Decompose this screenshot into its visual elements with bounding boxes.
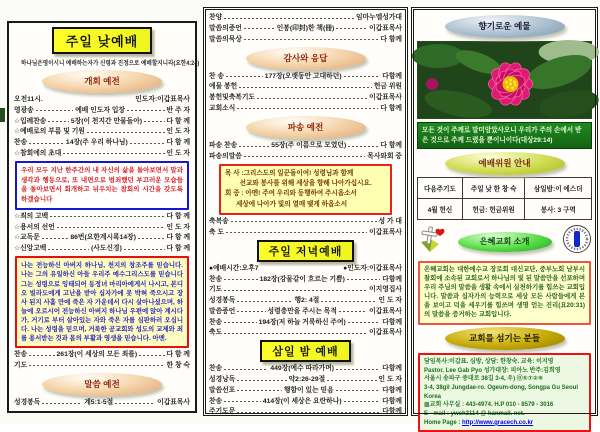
table-cell: 삼일밤:이 에스더 xyxy=(525,178,592,199)
table-cell: 주일 낮 한 창 숙 xyxy=(462,178,525,199)
badge-church-intro: 은혜교회 소개 xyxy=(458,232,552,252)
badge-fragrant-offering: 향기로운 예물 xyxy=(445,15,565,38)
program-row: 주기도문 다함께 xyxy=(209,408,402,416)
after-creed-list xyxy=(14,351,190,370)
text-line: 목 사 :그리스도의 일꾼들이여! 성령님과 함께 xyxy=(225,169,354,177)
cross-heart-icon xyxy=(417,224,447,259)
program-row: 말씀의증언 인봉(印封)한 책(冊) 이갑표목사 xyxy=(209,24,403,32)
program-row: 말씀증언 성령충만을 주시는 목적 이갑표목사 xyxy=(209,307,403,315)
program-row: 영광송 예배 인도자 입장 반 주 자 xyxy=(14,106,190,114)
table-row xyxy=(418,199,592,220)
program-row: 찬송 182장(강물같이 흐르는 기쁨) 다함께 xyxy=(209,275,402,283)
badge-committee-guide: 예배위원 안내 xyxy=(445,152,565,175)
scan-artifact xyxy=(0,108,5,122)
confession-list xyxy=(14,213,190,253)
program-row: 찬송 414장(이 세상은 요란하나) 다함께 xyxy=(209,397,402,405)
panel-info xyxy=(411,7,598,426)
committee-table xyxy=(417,177,592,220)
thanks-list xyxy=(209,73,402,113)
text-line: 회 중 : 아멘! 주여 우리와 동행하여 주시옵소서 xyxy=(225,190,357,198)
badge-sending-rite: 파송 예전 xyxy=(246,116,366,139)
program-row: 성경봉독 행2: 4절 인 도 자 xyxy=(209,297,402,304)
text-line: ▩교회 사무실 : 443-4974. H.P 010 - 8579 - 3016 xyxy=(424,402,554,409)
sending-list xyxy=(209,142,402,161)
program-row: 교회소식 다 함께 xyxy=(209,104,402,112)
homepage-link[interactable]: http://www.gracech.co.kr xyxy=(462,419,534,426)
program-row: 축도 이갑표목사 xyxy=(209,329,402,337)
apostles-creed-box: 나는 전능하신 아버지 하나님, 천지의 창조주를 믿습니다. 나는 그의 유일하신 아들 우리주 예수그리스도를 믿습니다그는 성령으로 잉태되어 동정녀 마리아에게서 나시고, 본디오 빌라도에게 고난을 받아 십자가에 못 박혀 죽으시고 장사 된지 사흘 만에 죽은 자 가운데서 다시 살아나셨으며, 하늘에 오르시어 전능하신 아버지 하나님 우편에 앉아 계시다가, 거기로 부터 살아있는 자와 죽은 자를 심판하러 오십니다. 나는 성령을 믿으며, 거룩한 공교회와 성도의 교제와 죄를 용서받는 것과 몸의 부활과 영생을 믿습니다. 아멘. xyxy=(15,256,189,348)
homepage-line xyxy=(424,419,585,428)
badge-church-servants: 교회를 섬기는 분들 xyxy=(445,327,565,350)
program-row: 찬송 449장(예수 따라가며) 다함께 xyxy=(209,365,402,373)
day-worship-title: 주일 낮예배 xyxy=(52,27,152,54)
offering-verse-banner: 모든 것이 주께로 말미암았사오니 우리가 주의 손에서 받은 것으로 주께 드렸을 뿐이니이다(대상29:14) xyxy=(417,122,592,149)
program-row: ☆교독문 86번(요한계시록14장) 다 함 께 xyxy=(14,234,191,242)
text-line: E - mail : ywch3114 @ hanmail. net. xyxy=(424,411,525,418)
text-line: 3-4, 38gil Jungdae-ro. Ogeum-dong, Songpa Gu Seoul Korea xyxy=(424,384,579,400)
program-row: ☆참회에의 초대 인 도 자 xyxy=(14,149,190,157)
homepage-label: Home Page : xyxy=(424,419,463,426)
program-row: 찬 송 177장(오랫동안 고대하던) 다함께 xyxy=(209,72,402,80)
program-row: ☆용서의 선언 인 도 자 xyxy=(14,223,190,231)
scripture-reading-list xyxy=(14,399,190,407)
program-row: ☆예배로의 부름 및 기원 인 도 자 xyxy=(14,128,190,136)
badge-thanks-response: 감사와 응답 xyxy=(246,47,366,70)
text-line: 서울시 송파구 중대로 38길 3-4, 우) ⓪⑤⑦②⑨ xyxy=(424,376,544,383)
program-row: 찬송 194장(저 하늘 거룩하신 주여) 다함께 xyxy=(209,318,403,326)
program-row: ●예배시간:오후7 ●인도자:이갑표목사 xyxy=(209,264,402,272)
text-line: 세상에 나아가 빛의 열매 맺게 하옵소서 xyxy=(225,200,348,208)
header-verse: 하나님은영이시니 예배하는자가 신령과 진정으로 예배할지니라(요한4:24) xyxy=(21,60,200,67)
text-line: Pastor. Lee Gab Pyo 성가대장: 피아노 반주:김희영 xyxy=(424,367,561,374)
program-row: 기도 한 창 숙 xyxy=(14,361,190,369)
repentance-note-box: 우리 모두 지난 한주간의 내 자신의 삶을 돌아보면서 말과 생각과 행동으로, 또 내면으로 범죄했던 부끄러운 모습들을 돌아보면서 회개하고 뉘우치는 참회의 시간을 갖도록 하겠습니다 xyxy=(15,161,189,210)
program-row: 기도 이지영집사 xyxy=(209,286,402,294)
table-cell: 봉사: 3 구역 xyxy=(525,199,592,220)
program-row: 축복송 성 가 대 xyxy=(209,217,402,225)
program-row: 찬양 임마누엘성가대 xyxy=(209,14,402,21)
table-cell: 4월 헌신 xyxy=(418,199,463,220)
benediction-list xyxy=(209,218,402,237)
evening-worship-title: 주일 저녁예배 xyxy=(257,240,355,262)
contact-box xyxy=(418,353,591,432)
program-row: 성경낭독 약2:26-29절 인 도 자 xyxy=(209,376,402,384)
panel-middle-order xyxy=(203,7,408,416)
flower-photo xyxy=(417,41,592,119)
program-row: 말씀의묵상 다 함께 xyxy=(209,35,402,43)
church-intro-box: 은혜교회는 대한예수교 장로회 대신교단, 중부노회 남부시찰회에 소속된 교회로서 하나님의 빛 된 말씀만을 선포하며 우리 주님의 말씀을 생활 속에서 실천하기를 힘쓰는 교회입니다. 말씀과 십자가의 능력으로 세상 모든 사람들에게 본을 보이고 덕을 세우기를 힘쓰며 생명 얻는 진리(요20:31)의 말씀을 증거하는 교회입니다. xyxy=(418,261,591,325)
program-row: 봉헌및축복기도 이갑표목사 xyxy=(209,94,402,102)
panel-sunday-day-worship xyxy=(7,21,200,413)
badge-opening-rite: 개회 예전 xyxy=(42,70,162,93)
church-seal-icon xyxy=(562,224,592,259)
program-row: 예물 봉헌 헌금 위원 xyxy=(209,83,402,91)
program-row: ☆입례찬송 5장(이 천지간 만물들아) 다 함 께 xyxy=(14,117,190,125)
sending-responsive-box xyxy=(219,164,392,215)
contact-lines xyxy=(424,358,585,419)
program-row: 찬송 261장(이 세상의 모든 죄를) 다 함 께 xyxy=(14,351,190,359)
program-row: 성경봉독 계5:1-5절 이갑표목사 xyxy=(14,399,191,407)
program-row: 파송의말씀 목사와회 중 xyxy=(209,152,402,160)
opening-rite-list xyxy=(14,96,190,158)
wednesday-worship-title: 삼일 밤 예배 xyxy=(260,340,350,362)
program-row: ☆신앙고백 (사도신경) 다 함 께 xyxy=(14,245,191,253)
table-cell: 다음주기도 xyxy=(418,178,463,199)
program-row: 축 도 이갑표목사 xyxy=(209,228,402,236)
sermon-list xyxy=(209,14,402,44)
program-row: 말씀선포 행함이 있는 믿음 다함께 xyxy=(209,386,402,394)
evening-worship-list xyxy=(209,265,402,338)
table-row xyxy=(418,178,592,199)
badge-word-rite: 말씀 예전 xyxy=(42,373,162,396)
program-row: ☆죄의 고백 다 함 께 xyxy=(14,212,190,220)
text-line: 담임목사:이갑표. 심방, 상담: 한창숙. 교육: 이지영 xyxy=(424,358,554,365)
program-row: 파송 찬송 55장(주 이름으로 모였던) 다 함께 xyxy=(209,142,402,150)
program-row: 찬송 14장(주 우리 하나님) 다 함 께 xyxy=(14,139,191,146)
text-line: 선교와 봉사를 위해 세상을 향해 나아가십시요. xyxy=(225,180,372,188)
program-row: 오전11시. 인도자:이갑표목사 xyxy=(14,96,190,103)
wednesday-worship-list xyxy=(209,365,402,416)
table-cell: 헌금: 헌금위원 xyxy=(462,199,525,220)
